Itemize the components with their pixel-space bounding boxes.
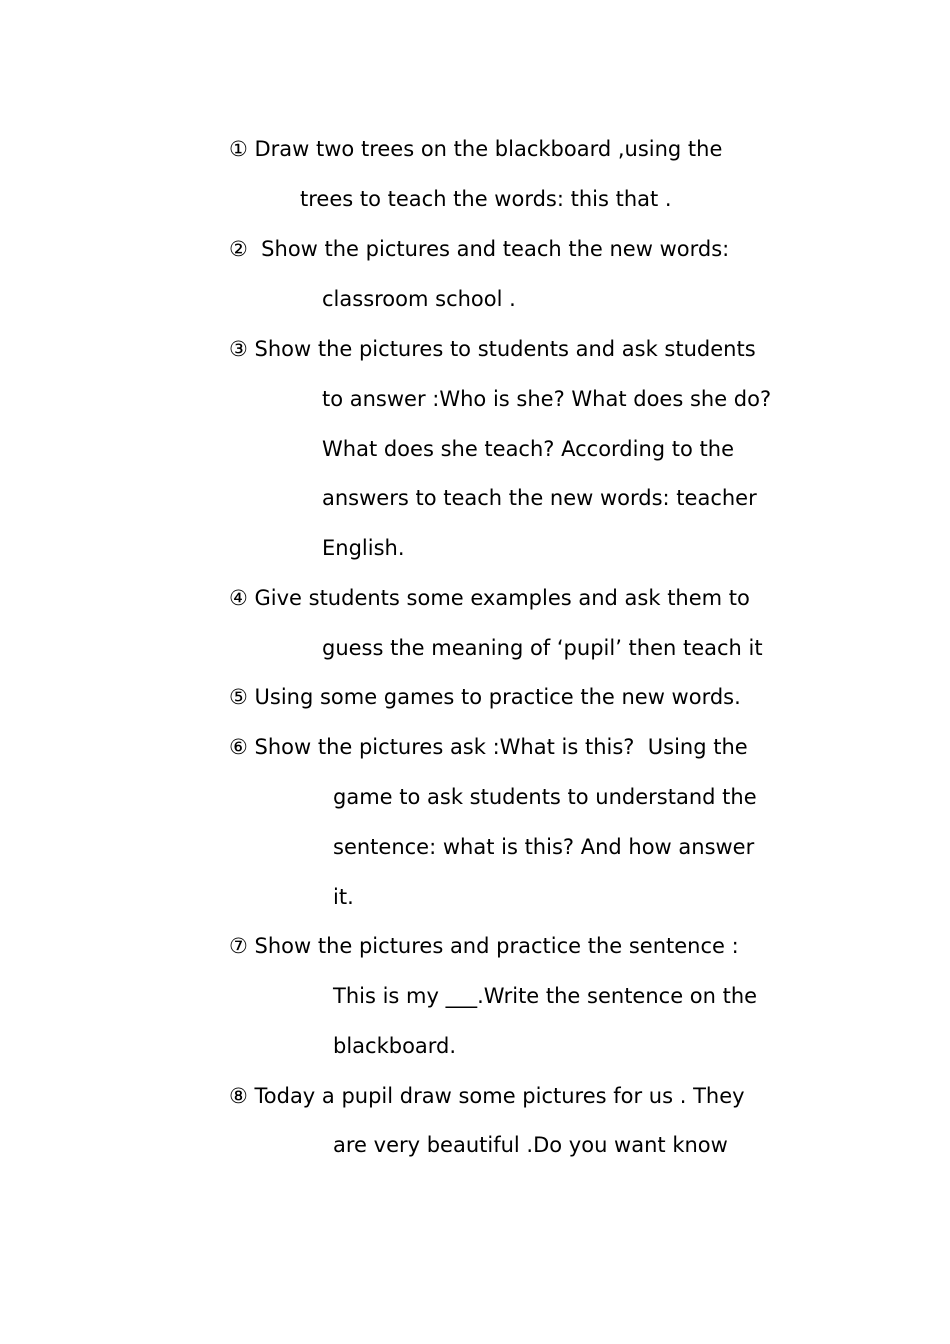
step-3-line-1: ③ Show the pictures to students and ask students — [229, 337, 756, 361]
step-8-line-2: are very beautiful .Do you want know — [333, 1133, 728, 1157]
step-6-line-1: ⑥ Show the pictures ask :What is this? Using the — [229, 735, 748, 759]
step-8-line-1: ⑧ Today a pupil draw some pictures for us . They — [229, 1084, 745, 1108]
step-3-line-3: What does she teach? According to the — [322, 437, 735, 461]
step-6-line-3: sentence: what is this? And how answer — [333, 835, 755, 859]
step-2-line-1: ② Show the pictures and teach the new words: — [229, 237, 730, 261]
step-1-line-1: ① Draw two trees on the blackboard ,using the — [229, 137, 723, 161]
step-6-line-4: it. — [333, 885, 354, 909]
step-4-line-1: ④ Give students some examples and ask them to — [229, 586, 750, 610]
step-3-line-2: to answer :Who is she? What does she do? — [322, 387, 772, 411]
step-5-line-1: ⑤ Using some games to practice the new words. — [229, 685, 741, 709]
step-3-line-5: English. — [322, 536, 405, 560]
step-4-line-2: guess the meaning of ‘pupil’ then teach it — [322, 636, 763, 660]
step-2-line-2: classroom school . — [322, 287, 516, 311]
step-6-line-2: game to ask students to understand the — [333, 785, 757, 809]
step-7-line-1: ⑦ Show the pictures and practice the sentence : — [229, 934, 739, 958]
step-3-line-4: answers to teach the new words: teacher — [322, 486, 757, 510]
step-7-line-2: This is my ___.Write the sentence on the — [333, 984, 758, 1008]
step-1-line-2: trees to teach the words: this that . — [300, 187, 672, 211]
step-7-line-3: blackboard. — [333, 1034, 457, 1058]
